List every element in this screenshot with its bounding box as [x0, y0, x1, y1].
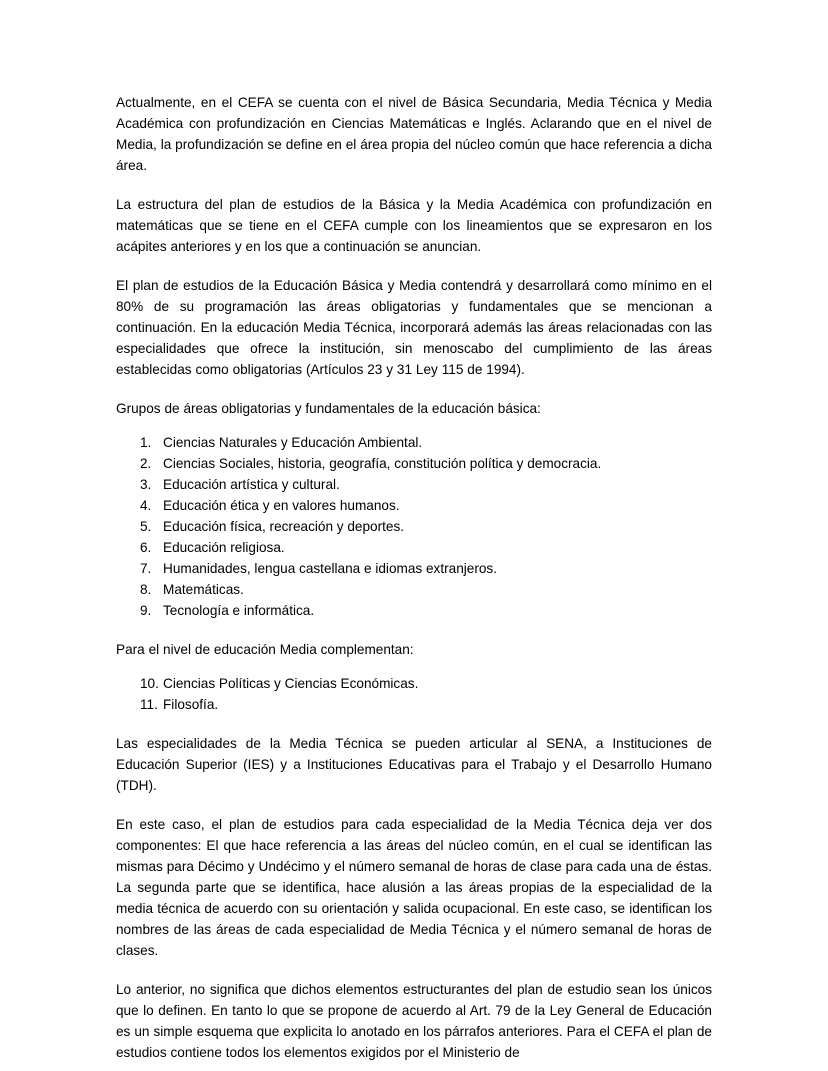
list-item	[116, 516, 712, 537]
list-intro-media: Para el nivel de educación Media complementan:	[116, 642, 414, 657]
list-item-label: Humanidades, lengua castellana e idiomas extranjeros.	[163, 561, 497, 576]
list-marker: 4.	[140, 498, 152, 513]
list-item	[116, 537, 712, 558]
list-item	[116, 495, 712, 516]
list-item	[116, 579, 712, 600]
paragraph-3: El plan de estudios de la Educación Básica y Media contendrá y desarrollará como mínimo en el 80% de su programación las áreas obligatorias y fundamentales que se mencionan a continuación. En la educación Media Técnica, incorporará además las áreas relacionadas con las especialidades que ofrece la institución, sin menoscabo del cumplimiento de las áreas establecidas como obligatorias (Artículos 23 y 31 Ley 115 de 1994).	[116, 278, 712, 377]
list-item	[116, 673, 712, 694]
document-body	[116, 92, 712, 1071]
list-item	[116, 694, 712, 715]
list-marker: 8.	[140, 582, 152, 597]
list-item-label: Educación artística y cultural.	[163, 477, 340, 492]
list-marker: 3.	[140, 477, 152, 492]
list-obligatory-areas	[116, 432, 712, 621]
list-marker: 10.	[140, 676, 159, 691]
list-marker: 7.	[140, 561, 152, 576]
list-item-label: Ciencias Naturales y Educación Ambiental.	[163, 435, 423, 450]
list-item-label: Educación ética y en valores humanos.	[163, 498, 400, 513]
list-item	[116, 558, 712, 579]
paragraph-6: Las especialidades de la Media Técnica se pueden articular al SENA, a Instituciones de Educación Superior (IES) y a Instituciones Educativas para el Trabajo y el Desarrollo Humano (TDH).	[116, 736, 712, 793]
list-intro-basica: Grupos de áreas obligatorias y fundamentales de la educación básica:	[116, 401, 541, 416]
list-item-label: Educación religiosa.	[163, 540, 285, 555]
list-marker: 11.	[140, 697, 158, 712]
list-media-areas	[116, 673, 712, 715]
list-marker: 9.	[140, 603, 152, 618]
list-item-label: Filosofía.	[163, 697, 219, 712]
list-marker: 2.	[140, 456, 152, 471]
list-marker: 1.	[140, 435, 152, 450]
list-item	[116, 474, 712, 495]
list-item-label: Tecnología e informática.	[163, 603, 315, 618]
paragraph-7: En este caso, el plan de estudios para cada especialidad de la Media Técnica deja ver dos componentes: El que hace referencia a las áreas del núcleo común, en el cual se identifican las mismas para Décimo y Undécimo y el número semanal de horas de clase para cada una de éstas. La segunda parte que se identifica, hace alusión a las áreas propias de la especialidad de la media técnica de acuerdo con su orientación y salida ocupacional. En este caso, se identifican los nombres de las áreas de cada especialidad de Media Técnica y el número semanal de horas de clases.	[116, 817, 712, 958]
list-item	[116, 453, 712, 474]
paragraph-1: Actualmente, en el CEFA se cuenta con el nivel de Básica Secundaria, Media Técnica y Media Académica con profundización en Ciencias Matemáticas e Inglés. Aclarando que en el nivel de Media, la profundización se define en el área propia del núcleo común que hace referencia a dicha área.	[116, 95, 712, 173]
list-item-label: Educación física, recreación y deportes.	[163, 519, 405, 534]
list-item	[116, 432, 712, 453]
list-marker: 5.	[140, 519, 152, 534]
list-item-label: Ciencias Sociales, historia, geografía, constitución política y democracia.	[163, 456, 602, 471]
list-item	[116, 600, 712, 621]
list-item-label: Matemáticas.	[163, 582, 244, 597]
list-item-label: Ciencias Políticas y Ciencias Económicas.	[163, 676, 419, 691]
paragraph-2: La estructura del plan de estudios de la Básica y la Media Académica con profundización en matemáticas que se tiene en el CEFA cumple con los lineamientos que se expresaron en los acápites anteriores y en los que a continuación se anuncian.	[116, 197, 712, 254]
list-marker: 6.	[140, 540, 152, 555]
paragraph-8: Lo anterior, no significa que dichos elementos estructurantes del plan de estudio sean los únicos que lo definen. En tanto lo que se propone de acuerdo al Art. 79 de la Ley General de Educación es un simple esquema que explicita lo anotado en los párrafos anteriores. Para el CEFA el plan de estudios contiene todos los elementos exigidos por el Ministerio de	[116, 982, 712, 1060]
